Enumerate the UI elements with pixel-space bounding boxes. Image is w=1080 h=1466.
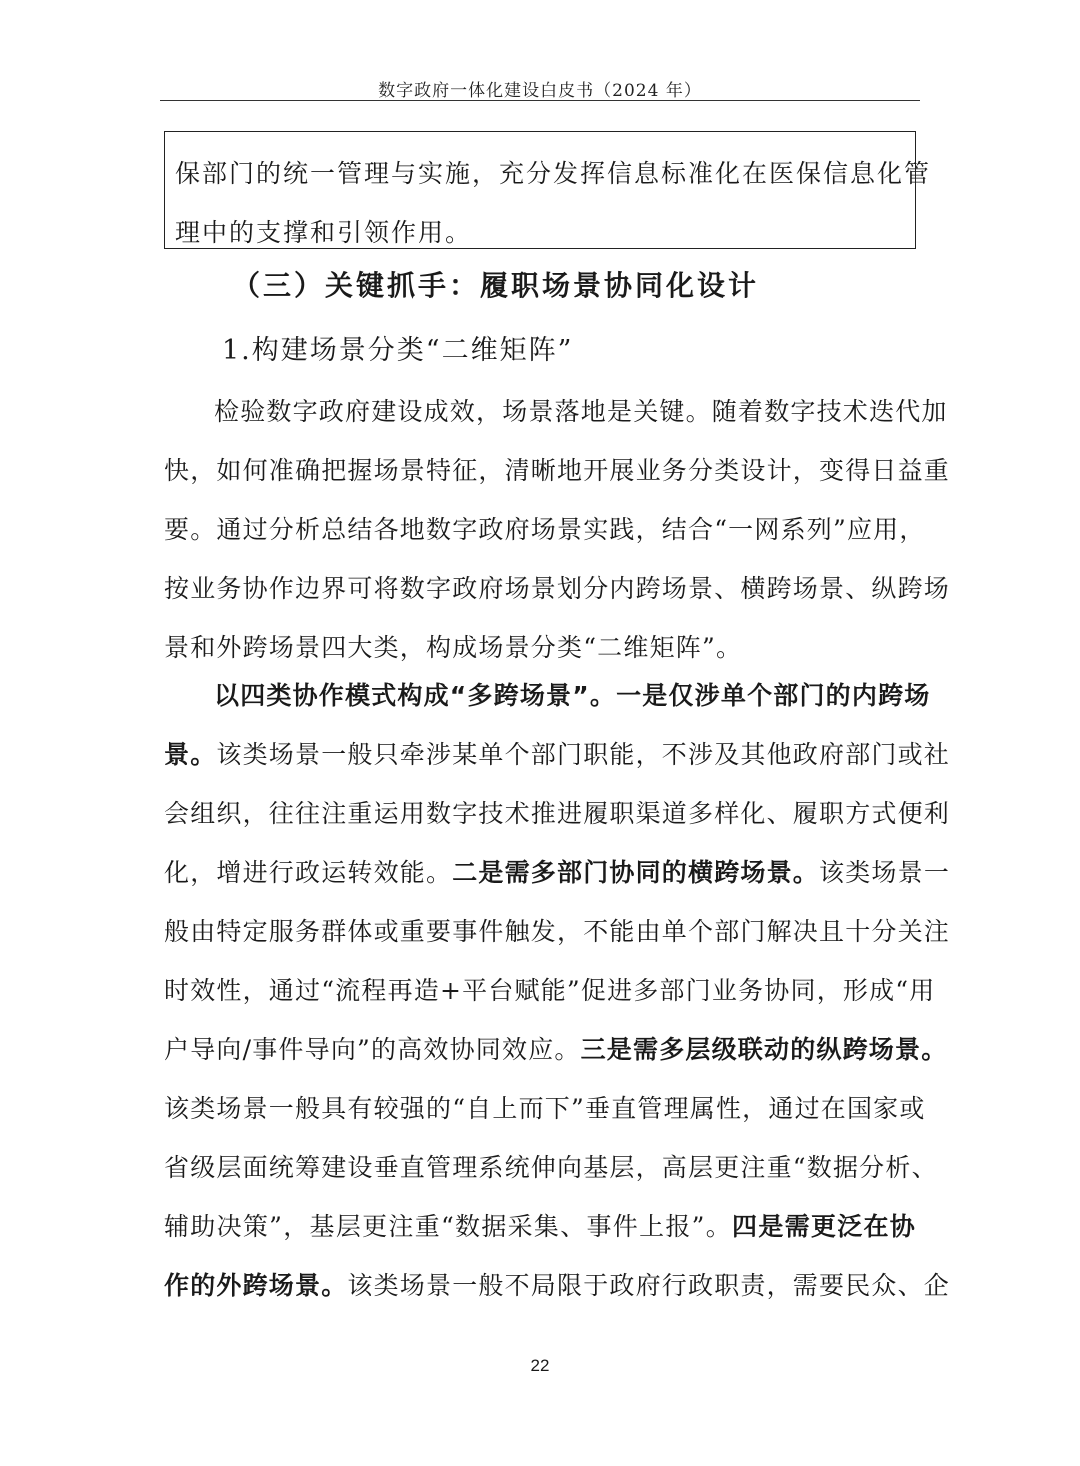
running-header: 数字政府一体化建设白皮书（2024 年） bbox=[378, 81, 702, 101]
boxed-note bbox=[164, 131, 932, 249]
sub-heading: 1.构建场景分类“二维矩阵” bbox=[222, 335, 574, 366]
paragraph-line bbox=[164, 1256, 951, 1315]
header-divider bbox=[160, 100, 920, 101]
paragraph-line: 按业务协作边界可将数字政府场景划分内跨场景、横跨场景、纵跨场 bbox=[164, 574, 951, 603]
text-run: 户导向/事件导向”的高效协同效应。 bbox=[164, 1035, 581, 1064]
paragraph-line bbox=[164, 1197, 916, 1256]
paragraph-line: 快，如何准确把握场景特征，清晰地开展业务分类设计，变得日益重 bbox=[164, 456, 951, 485]
paragraph-line: 省级层面统筹建设垂直管理系统伸向基层，高层更注重“数据分析、 bbox=[164, 1153, 938, 1182]
bold-lead: 三是需多层级联动的纵跨场景。 bbox=[580, 1035, 948, 1064]
paragraph-line: 会组织，往往注重运用数字技术推进履职渠道多样化、履职方式便利 bbox=[164, 799, 951, 828]
page-number: 22 bbox=[530, 1356, 550, 1375]
paragraph-line: 般由特定服务群体或重要事件触发，不能由单个部门解决且十分关注 bbox=[164, 917, 951, 946]
paragraph-line bbox=[164, 666, 931, 725]
text-run: 化，增进行政运转效能。 bbox=[164, 858, 453, 887]
text-run: 该类场景一般只牵涉某单个部门职能，不涉及其他政府部门或社 bbox=[216, 740, 951, 769]
paragraph-four-scene-types bbox=[164, 666, 951, 1315]
bold-lead: 以四类协作模式构成“多跨场景”。一是仅涉单个部门的内跨场 bbox=[214, 681, 931, 710]
text-run: 该类场景一 bbox=[819, 858, 951, 887]
paragraph-scene-matrix bbox=[164, 382, 951, 677]
paragraph-line bbox=[164, 725, 951, 784]
paragraph-line: 时效性，通过“流程再造+平台赋能”促进多部门业务协同，形成“用 bbox=[164, 976, 936, 1005]
paragraph-line: 要。通过分析总结各地数字政府场景实践，结合“一网系列”应用， bbox=[164, 515, 926, 544]
paragraph-line bbox=[164, 1020, 948, 1079]
paragraph-line: 该类场景一般具有较强的“自上而下”垂直管理属性，通过在国家或 bbox=[164, 1094, 926, 1123]
bold-lead: 二是需多部门协同的横跨场景。 bbox=[452, 858, 820, 887]
bold-lead: 四是需更泛在协 bbox=[732, 1212, 916, 1241]
paragraph-line bbox=[164, 843, 951, 902]
bold-lead: 作的外跨场景。 bbox=[164, 1271, 348, 1300]
boxed-note-line: 保部门的统一管理与实施，充分发挥信息标准化在医保信息化管 bbox=[175, 159, 932, 188]
section-heading: （三）关键抓手：履职场景协同化设计 bbox=[232, 269, 760, 302]
paragraph-line: 检验数字政府建设成效，场景落地是关键。随着数字技术迭代加 bbox=[214, 397, 948, 426]
boxed-note-line: 理中的支撑和引领作用。 bbox=[175, 218, 473, 247]
bold-lead: 景。 bbox=[164, 740, 217, 769]
text-run: 该类场景一般不局限于政府行政职责，需要民众、企 bbox=[347, 1271, 951, 1300]
paragraph-line: 景和外跨场景四大类，构成场景分类“二维矩阵”。 bbox=[164, 633, 743, 662]
text-run: 辅助决策”，基层更注重“数据采集、事件上报”。 bbox=[164, 1212, 733, 1241]
